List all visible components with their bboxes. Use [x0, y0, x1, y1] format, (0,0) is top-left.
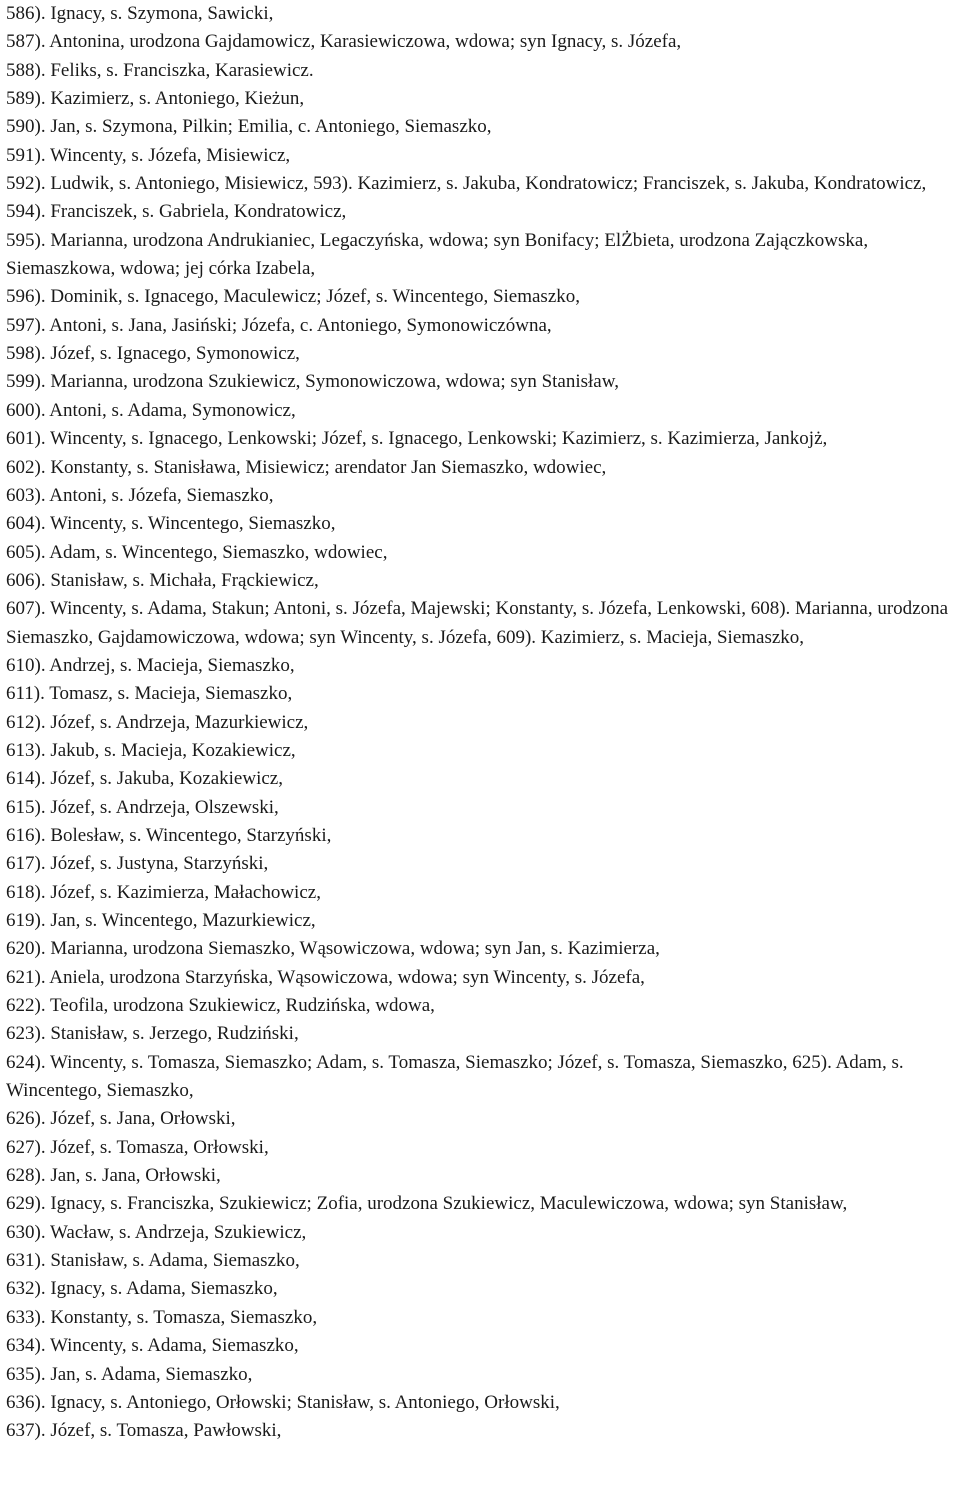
list-item: 614). Józef, s. Jakuba, Kozakiewicz, [6, 768, 283, 790]
list-item: 619). Jan, s. Wincentego, Mazurkiewicz, [6, 910, 316, 931]
list-item: 603). Antoni, s. Józefa, Siemaszko, [6, 484, 274, 506]
list-item: 586). Ignacy, s. Szymona, Sawicki, [6, 3, 274, 24]
list-item: 623). Stanisław, s. Jerzego, Rudziński, [6, 1023, 299, 1045]
list-item: 630). Wacław, s. Andrzeja, Szukiewicz, [6, 1221, 307, 1243]
list-item: 629). Ignacy, s. Franciszka, Szukiewicz; Zofia, urodzona Szukiewicz, Maculewiczowa, wdowa; syn Stanisław, [6, 1193, 848, 1215]
list-item: 627). Józef, s. Tomasza, Orłowski, [6, 1136, 269, 1158]
list-item: 611). Tomasz, s. Macieja, Siemaszko, [6, 683, 293, 705]
list-item: 615). Józef, s. Andrzeja, Olszewski, [6, 796, 279, 818]
list-item: 634). Wincenty, s. Adama, Siemaszko, [6, 1335, 299, 1357]
list-item: 617). Józef, s. Justyna, Starzyński, [6, 853, 269, 875]
list-item: 597). Antoni, s. Jana, Jasiński; Józefa, c. Antoniego, Symonowiczówna, [6, 314, 552, 336]
list-item: 616). Bolesław, s. Wincentego, Starzyński, [6, 824, 332, 846]
list-item: 599). Marianna, urodzona Szukiewicz, Symonowiczowa, wdowa; syn Stanisław, [6, 371, 619, 393]
list-item: 626). Józef, s. Jana, Orłowski, [6, 1108, 236, 1130]
list-item: 596). Dominik, s. Ignacego, Maculewicz; Józef, s. Wincentego, Siemaszko, [6, 286, 581, 308]
list-item: 592). Ludwik, s. Antoniego, Misiewicz, 593). Kazimierz, s. Jakuba, Kondratowicz; Franciszek, s. Jakuba, Kondratowicz, [6, 173, 927, 195]
list-item: 594). Franciszek, s. Gabriela, Kondratowicz, [6, 201, 347, 223]
list-item: 620). Marianna, urodzona Siemaszko, Wąsowiczowa, wdowa; syn Jan, s. Kazimierza, [6, 938, 660, 960]
list-item: 589). Kazimierz, s. Antoniego, Kieżun, [6, 88, 305, 110]
list-item: 633). Konstanty, s. Tomasza, Siemaszko, [6, 1306, 318, 1328]
list-item: 637). Józef, s. Tomasza, Pawłowski, [6, 1420, 282, 1442]
list-item: 587). Antonina, urodzona Gajdamowicz, Karasiewiczowa, wdowa; syn Ignacy, s. Józefa, [6, 31, 682, 53]
list-item: 631). Stanisław, s. Adama, Siemaszko, [6, 1250, 300, 1272]
list-item: 598). Józef, s. Ignacego, Symonowicz, [6, 343, 300, 365]
list-item: 635). Jan, s. Adama, Siemaszko, [6, 1363, 253, 1385]
list-item: 606). Stanisław, s. Michała, Frąckiewicz, [6, 569, 319, 591]
list-item: 628). Jan, s. Jana, Orłowski, [6, 1165, 221, 1187]
list-item: 613). Jakub, s. Macieja, Kozakiewicz, [6, 739, 296, 761]
list-item: 604). Wincenty, s. Wincentego, Siemaszko, [6, 513, 336, 535]
list-item: 636). Ignacy, s. Antoniego, Orłowski; Stanisław, s. Antoniego, Orłowski, [6, 1391, 560, 1413]
list-item: 618). Józef, s. Kazimierza, Małachowicz, [6, 881, 321, 903]
list-item: 610). Andrzej, s. Macieja, Siemaszko, [6, 654, 295, 676]
list-item: 600). Antoni, s. Adama, Symonowicz, [6, 399, 296, 421]
list-item: 607). Wincenty, s. Adama, Stakun; Antoni, s. Józefa, Majewski; Konstanty, s. Józefa, Lenkowski, 608). Marianna, urodzona Siemaszko, Gajdamowiczowa, wdowa; syn Wincenty, s. Józefa, 609). Kazimierz, s. Macieja, Siemaszko, [6, 598, 949, 648]
list-item: 590). Jan, s. Szymona, Pilkin; Emilia, c. Antoniego, Siemaszko, [6, 116, 492, 138]
list-item: 601). Wincenty, s. Ignacego, Lenkowski; Józef, s. Ignacego, Lenkowski; Kazimierz, s. Kazimierza, Jankojż, [6, 428, 828, 450]
list-item: 612). Józef, s. Andrzeja, Mazurkiewicz, [6, 711, 309, 733]
list-item: 595). Marianna, urodzona Andrukianiec, Legaczyńska, wdowa; syn Bonifacy; ElŻbieta, urodzona Zajączkowska, Siemaszkowa, wdowa; jej córka Izabela, [6, 229, 869, 280]
list-item: 605). Adam, s. Wincentego, Siemaszko, wdowiec, [6, 541, 388, 563]
list-item: 621). Aniela, urodzona Starzyńska, Wąsowiczowa, wdowa; syn Wincenty, s. Józefa, [6, 966, 645, 988]
list-item: 622). Teofila, urodzona Szukiewicz, Rudzińska, wdowa, [6, 995, 435, 1017]
list-item: 591). Wincenty, s. Józefa, Misiewicz, [6, 144, 291, 166]
list-item: 624). Wincenty, s. Tomasza, Siemaszko; Adam, s. Tomasza, Siemaszko; Józef, s. Tomasza, Siemaszko, 625). Adam, s. Wincentego, Siemaszko, [6, 1051, 904, 1102]
list-item: 602). Konstanty, s. Stanisława, Misiewicz; arendator Jan Siemaszko, wdowiec, [6, 456, 607, 478]
list-item: 632). Ignacy, s. Adama, Siemaszko, [6, 1278, 278, 1300]
list-item: 588). Feliks, s. Franciszka, Karasiewicz. [6, 59, 314, 81]
